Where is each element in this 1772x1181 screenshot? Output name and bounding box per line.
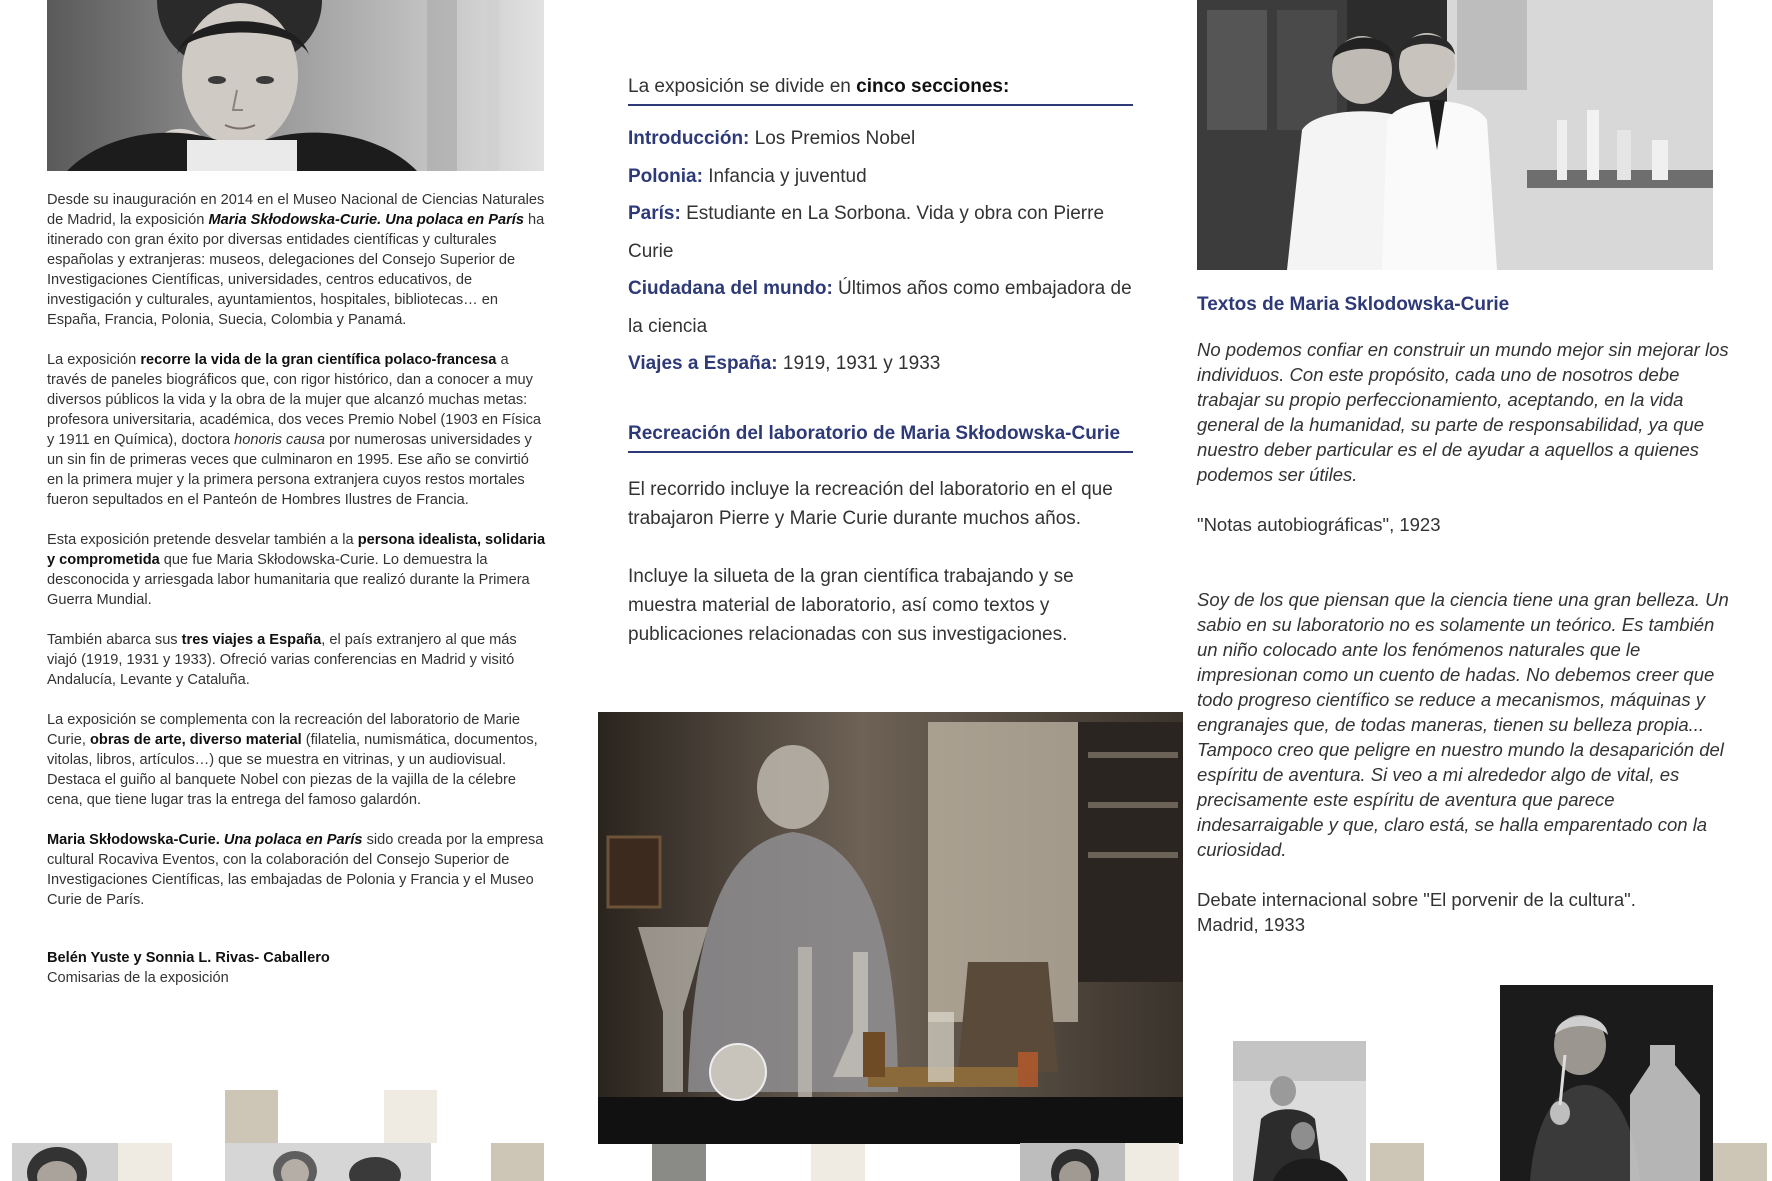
decor-square — [1713, 1143, 1767, 1181]
quotes-heading: Textos de Maria Sklodowska-Curie — [1197, 294, 1510, 315]
decor-square — [384, 1090, 437, 1143]
decor-square — [1125, 1143, 1179, 1181]
laboratory-photo — [1197, 0, 1713, 270]
section-item: Viajes a España: 1919, 1931 y 1933 — [628, 353, 941, 374]
lab-heading: Recreación del laboratorio de Maria Skłodowska-Curie — [628, 423, 1133, 453]
humanitarian-paragraph: Esta exposición pretende desvelar también a la persona idealista, solidaria y comprometida que fue Maria Skłodowska-Curie. Lo demuestra la desconocida y arriesgada labor humanitaria que realizó durante la Primera Guerra Mundial. — [47, 532, 546, 608]
section-item: Introducción: Los Premios Nobel — [628, 128, 916, 149]
sections-list — [628, 120, 1133, 383]
decor-square — [491, 1143, 544, 1181]
bottom-photo-1 — [12, 1143, 118, 1181]
decor-square — [1370, 1143, 1424, 1181]
sections-heading: La exposición se divide en cinco secciones: — [628, 76, 1133, 106]
decor-square — [811, 1144, 865, 1181]
quote-2-source: Debate internacional sobre "El porvenir de la cultura". Madrid, 1933 — [1197, 889, 1636, 935]
lab-recreation-photo — [598, 712, 1183, 1144]
spain-travels-paragraph: También abarca sus tres viajes a España, el país extranjero al que más viajó (1919, 1931 y 1933). Ofreció varias conferencias en Madrid y visitó Andalucía, Levante y Cataluña. — [47, 632, 517, 688]
curators-credit — [47, 948, 547, 988]
bottom-photo-3 — [1020, 1143, 1125, 1181]
complements-paragraph: La exposición se complementa con la recreación del laboratorio de Marie Curie, obras de arte, diverso material (filatelia, numismática, documentos, vitolas, libros, artículos…) que se muestra en vitrinas, y un audiovisual. Destaca el guiño al banquete Nobel con piezas de la vajilla de la célebre cena, que tiene lugar tras la entrega del famoso galardón. — [47, 712, 538, 808]
quote-1-source: "Notas autobiográficas", 1923 — [1197, 514, 1441, 535]
biography-paragraph: La exposición recorre la vida de la gran científica polaco-francesa a través de paneles biográficos que, con rigor histórico, dan a conocer a muy diversos públicos la vida y la obra de la mujer que alcanzó muchas metas: profesora universitaria, académica, dos veces Premio Nobel (1903 en Física y 1911 en Química), doctora honoris causa por numerosas universidades y un sin fin de primeras veces que culminaron en 1995. Ese año se convirtió en la primera mujer y la primera persona extranjera cuyos restos mortales fueron sepultados en el Panteón de Hombres Ilustres de Francia. — [47, 352, 541, 508]
lab-paragraph-2: Incluye la silueta de la gran científica trabajando y se muestra material de laboratorio, así como textos y publicaciones relacionadas con sus investigaciones. — [628, 565, 1074, 645]
exhibition-description — [47, 190, 547, 988]
quote-1: No podemos confiar en construir un mundo mejor sin mejorar los individuos. Con este propósito, cada uno de nosotros debe trabajar su propio perfeccionamiento, aceptando, en la vida general de la humanidad, su parte de responsabilidad, ya que nuestro deber particular es el de ayudar a aquellos a quienes podemos ser útiles. — [1197, 339, 1729, 485]
quote-2: Soy de los que piensan que la ciencia tiene una gran belleza. Un sabio en su laboratorio no es solamente un teórico. Es también un niño colocado ante los fenómenos naturales que le impresionan como un cuento de hadas. No debemos creer que todo progreso científico se reduce a mecanismos, máquinas y engranajes que, de todas maneras, tienen su belleza propia... Tampoco creo que peligre en nuestro mundo la desaparición del espíritu de aventura. Si veo a mi alrededor algo de vital, es precisamente este espíritu de aventura que parece indesarraigable y que, claro está, se halla emparentado con la curiosidad. — [1197, 589, 1729, 860]
curators-role: Comisarias de la exposición — [47, 970, 229, 986]
section-item: Polonia: Infancia y juventud — [628, 165, 867, 187]
bottom-photo-2 — [225, 1143, 431, 1181]
lab-paragraph-1: El recorrido incluye la recreación del laboratorio en el que trabajaron Pierre y Marie Curie durante muchos años. — [628, 478, 1113, 529]
intro-paragraph: Desde su inauguración en 2014 en el Museo Nacional de Ciencias Naturales de Madrid, la exposición Maria Skłodowska-Curie. Una polaca en París ha itinerado con gran éxito por diversas entidades científicas y culturales españolas y extranjeras: museos, delegaciones del Consejo Superior de Investigaciones Científicas, universidades, centros educativos, de investigación y culturales, ayuntamientos, hospitales, bibliotecas… en España, Francia, Polonia, Suecia, Colombia y Panamá. — [47, 192, 545, 328]
section-item: Ciudadana del mundo: Últimos años como embajadora de la ciencia — [628, 278, 1132, 337]
marie-curie-lab-photo — [1500, 985, 1713, 1181]
section-item: París: Estudiante en La Sorbona. Vida y obra con Pierre Curie — [628, 203, 1105, 262]
credits-paragraph: Maria Skłodowska-Curie. Una polaca en París sido creada por la empresa cultural Rocaviva Eventos, con la colaboración del Consejo Superior de Investigaciones Científicas, las embajadas de Polonia y Francia y el Museo Curie de París. — [47, 832, 544, 908]
decor-square — [118, 1143, 172, 1181]
pierre-curie-photo — [1233, 1041, 1366, 1181]
sections-column — [628, 76, 1133, 649]
curators-names: Belén Yuste y Sonnia L. Rivas- Caballero — [47, 950, 330, 966]
quotes-column — [1197, 292, 1737, 937]
portrait-photo — [47, 0, 544, 171]
decor-square — [225, 1090, 278, 1143]
decor-square — [652, 1144, 706, 1181]
